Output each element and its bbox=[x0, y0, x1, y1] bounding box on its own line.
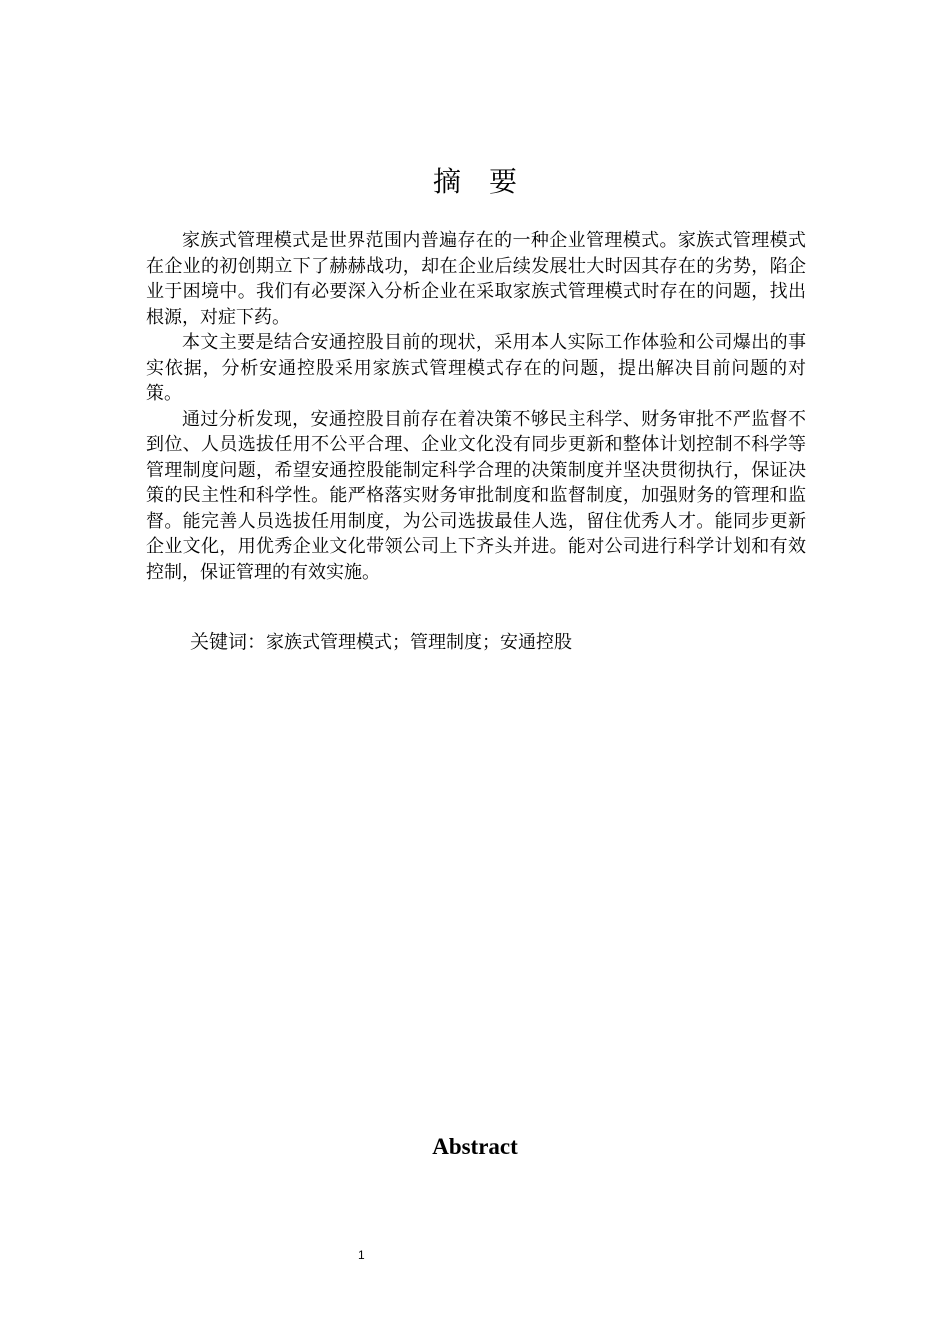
abstract-body bbox=[146, 228, 806, 585]
keywords-label: 关键词： bbox=[190, 631, 267, 653]
abstract-paragraph-2: 本文主要是结合安通控股目前的现状，采用本人实际工作体验和公司爆出的事实依据，分析安通控股采用家族式管理模式存在的问题，提出解决目前问题的对策。 bbox=[146, 332, 806, 404]
keywords-value: 家族式管理模式；管理制度；安通控股 bbox=[266, 632, 573, 653]
abstract-paragraph-3: 通过分析发现，安通控股目前存在着决策不够民主科学、财务审批不严监督不到位、人员选拔任用不公平合理、企业文化没有同步更新和整体计划控制不科学等管理制度问题，希望安通控股能制定科学合理的决策制度并坚决贯彻执行，保证决策的民主性和科学性。能严格落实财务审批制度和监督制度，加强财务的管理和监督。能完善人员选拔任用制度，为公司选拔最佳人选，留住优秀人才。能同步更新企业文化，用优秀企业文化带领公司上下齐头并进。能对公司进行科学计划和有效控制，保证管理的有效实施。 bbox=[146, 408, 806, 583]
abstract-heading: Abstract bbox=[432, 1134, 518, 1159]
keywords-line bbox=[190, 627, 572, 654]
page-title: 摘要 bbox=[432, 165, 545, 198]
abstract-paragraph-1: 家族式管理模式是世界范围内普遍存在的一种企业管理模式。家族式管理模式在企业的初创期立下了赫赫战功，却在企业后续发展壮大时因其存在的劣势，陷企业于困境中。我们有必要深入分析企业在采取家族式管理模式时存在的问题，找出根源，对症下药。 bbox=[146, 230, 806, 328]
page-number: 1 bbox=[358, 1248, 365, 1262]
